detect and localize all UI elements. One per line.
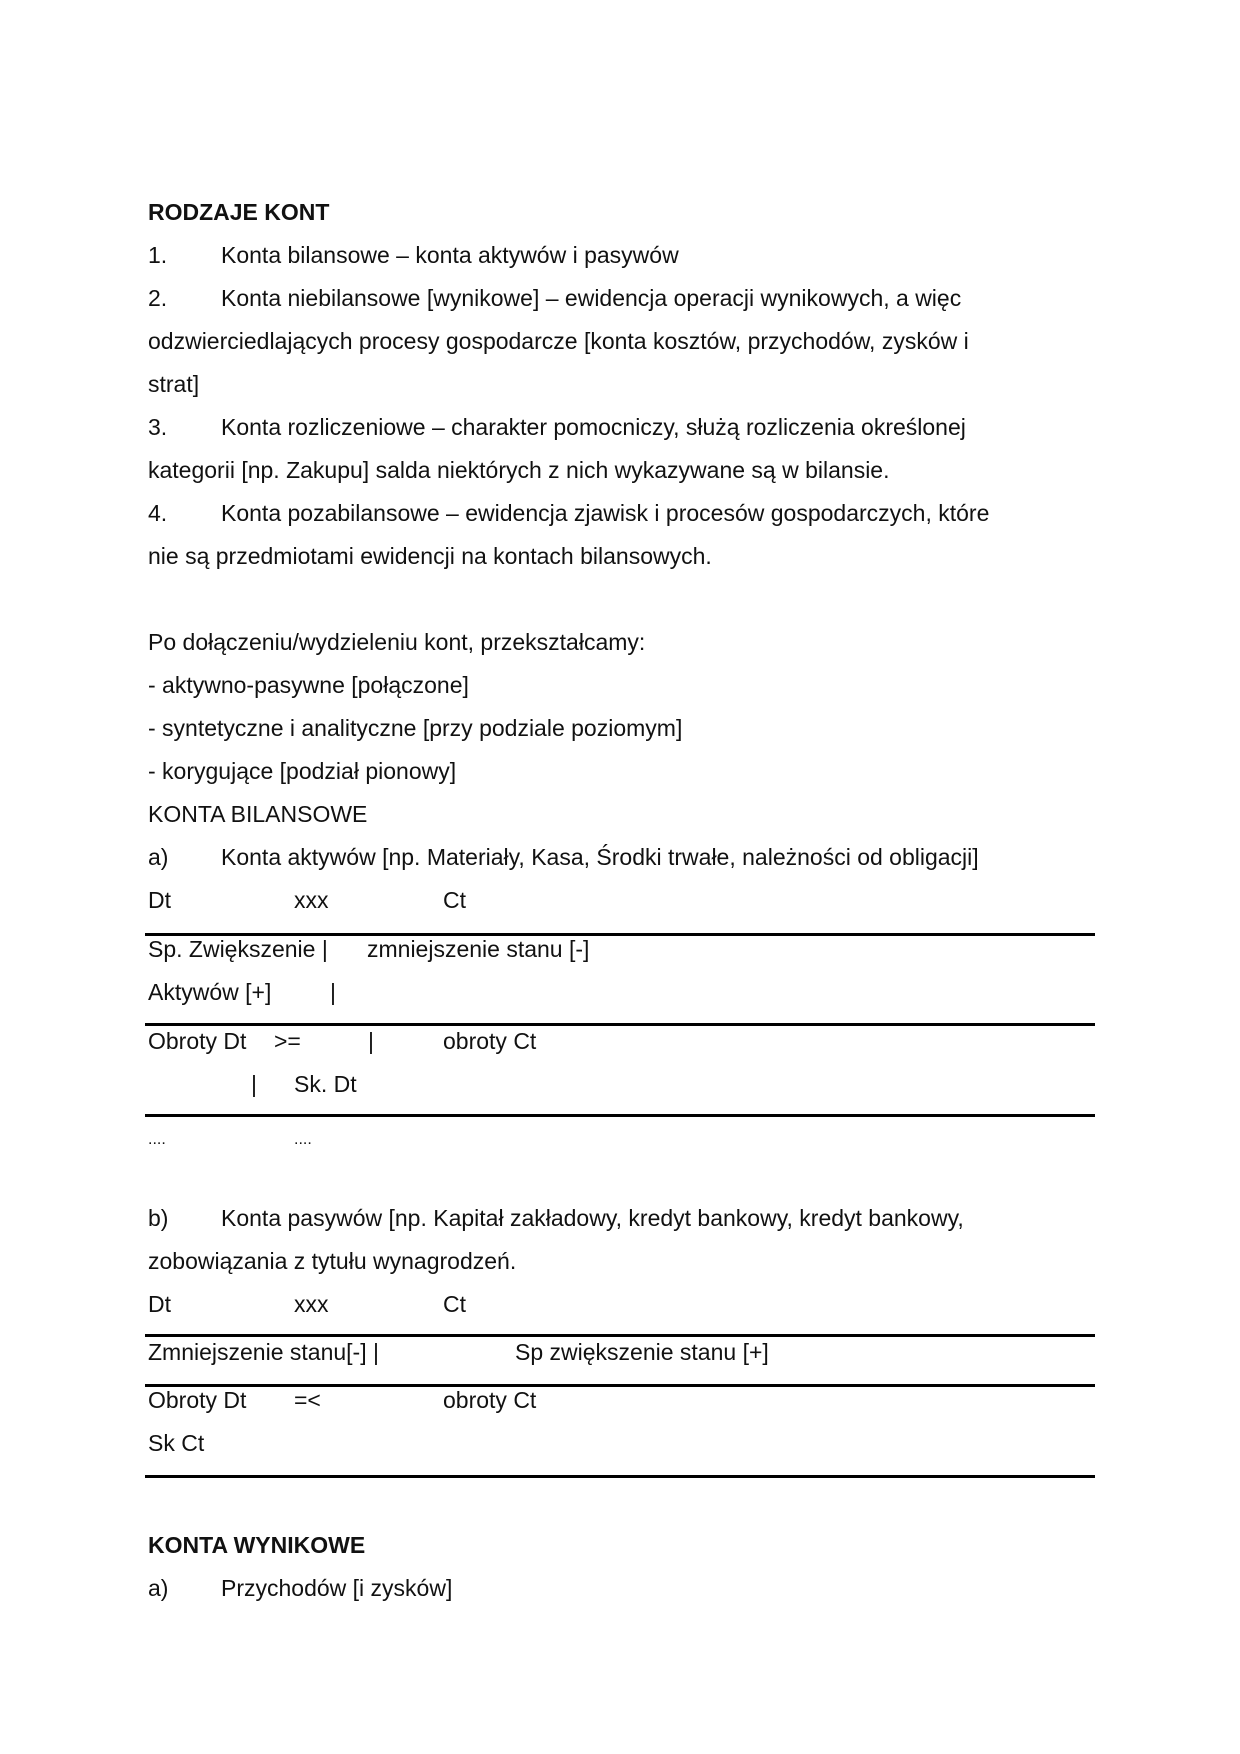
section-text-continuation: zobowiązania z tytułu wynagrodzeń.: [148, 1248, 517, 1274]
list-item-text: Konta bilansowe – konta aktywów i pasywów: [221, 242, 679, 268]
list-item-continuation: nie są przedmiotami ewidencji na kontach bilansowych.: [148, 543, 712, 569]
account-bottom-rule: [145, 1475, 1095, 1478]
section-text: Konta pasywów [np. Kapitał zakładowy, kredyt bankowy, kredyt bankowy,: [221, 1205, 964, 1231]
list-item-number: 3.: [148, 414, 168, 440]
list-item-number: 4.: [148, 500, 168, 526]
account-operator: >=: [274, 1028, 301, 1054]
section-label: a): [148, 844, 169, 870]
account-row-right: zmniejszenie stanu [-]: [367, 936, 590, 962]
account-middle-rule: [145, 1384, 1095, 1387]
heading-konta-wynikowe: KONTA WYNIKOWE: [148, 1532, 366, 1558]
section-text: Konta aktywów [np. Materiały, Kasa, Środki trwałe, należności od obligacji]: [221, 844, 979, 870]
intro-paragraph: Po dołączeniu/wydzieleniu kont, przekształcamy:: [148, 629, 646, 655]
list-item-continuation: odzwierciedlających procesy gospodarcze [konta kosztów, przychodów, zysków i: [148, 328, 969, 354]
section-label: a): [148, 1575, 169, 1601]
section-label: b): [148, 1205, 169, 1231]
account-closing-balance: Sk Ct: [148, 1430, 205, 1456]
account-row-left: Aktywów [+]: [148, 979, 272, 1005]
account-ellipsis: ....: [148, 1131, 166, 1148]
list-item-text: Konta pozabilansowe – ewidencja zjawisk i procesów gospodarczych, które: [221, 500, 990, 526]
heading-rodzaje-kont: RODZAJE KONT: [148, 199, 330, 225]
list-item-continuation: kategorii [np. Zakupu] salda niektórych z nich wykazywane są w bilansie.: [148, 457, 890, 483]
account-ellipsis: ....: [294, 1131, 312, 1148]
account-closing-balance: Sk. Dt: [294, 1071, 357, 1097]
account-separator: |: [368, 1028, 374, 1054]
account-turnover-dt: Obroty Dt: [148, 1387, 247, 1413]
account-separator: |: [251, 1071, 257, 1097]
bullet-item: - aktywno-pasywne [połączone]: [148, 672, 469, 698]
account-ct-label: Ct: [443, 1291, 466, 1317]
account-row-left: Sp. Zwiększenie |: [148, 936, 328, 962]
account-row-right: Sp zwiększenie stanu [+]: [515, 1339, 769, 1365]
account-name: xxx: [294, 887, 329, 913]
list-item-continuation: strat]: [148, 371, 200, 397]
account-dt-label: Dt: [148, 887, 171, 913]
heading-konta-bilansowe: KONTA BILANSOWE: [148, 801, 368, 827]
list-item-number: 1.: [148, 242, 168, 268]
account-turnover-ct: obroty Ct: [443, 1028, 537, 1054]
list-item-number: 2.: [148, 285, 168, 311]
bullet-item: - syntetyczne i analityczne [przy podziale poziomym]: [148, 715, 683, 741]
account-separator: |: [330, 979, 336, 1005]
account-dt-label: Dt: [148, 1291, 171, 1317]
account-name: xxx: [294, 1291, 329, 1317]
account-turnover-ct: obroty Ct: [443, 1387, 537, 1413]
account-operator: =<: [294, 1387, 321, 1413]
bullet-item: - korygujące [podział pionowy]: [148, 758, 457, 784]
account-turnover-dt: Obroty Dt: [148, 1028, 247, 1054]
account-bottom-rule: [145, 1114, 1095, 1117]
account-row-left: Zmniejszenie stanu[-] |: [148, 1339, 379, 1365]
account-ct-label: Ct: [443, 887, 466, 913]
section-text: Przychodów [i zysków]: [221, 1575, 453, 1601]
list-item-text: Konta niebilansowe [wynikowe] – ewidencja operacji wynikowych, a więc: [221, 285, 962, 311]
list-item-text: Konta rozliczeniowe – charakter pomocniczy, służą rozliczenia określonej: [221, 414, 966, 440]
